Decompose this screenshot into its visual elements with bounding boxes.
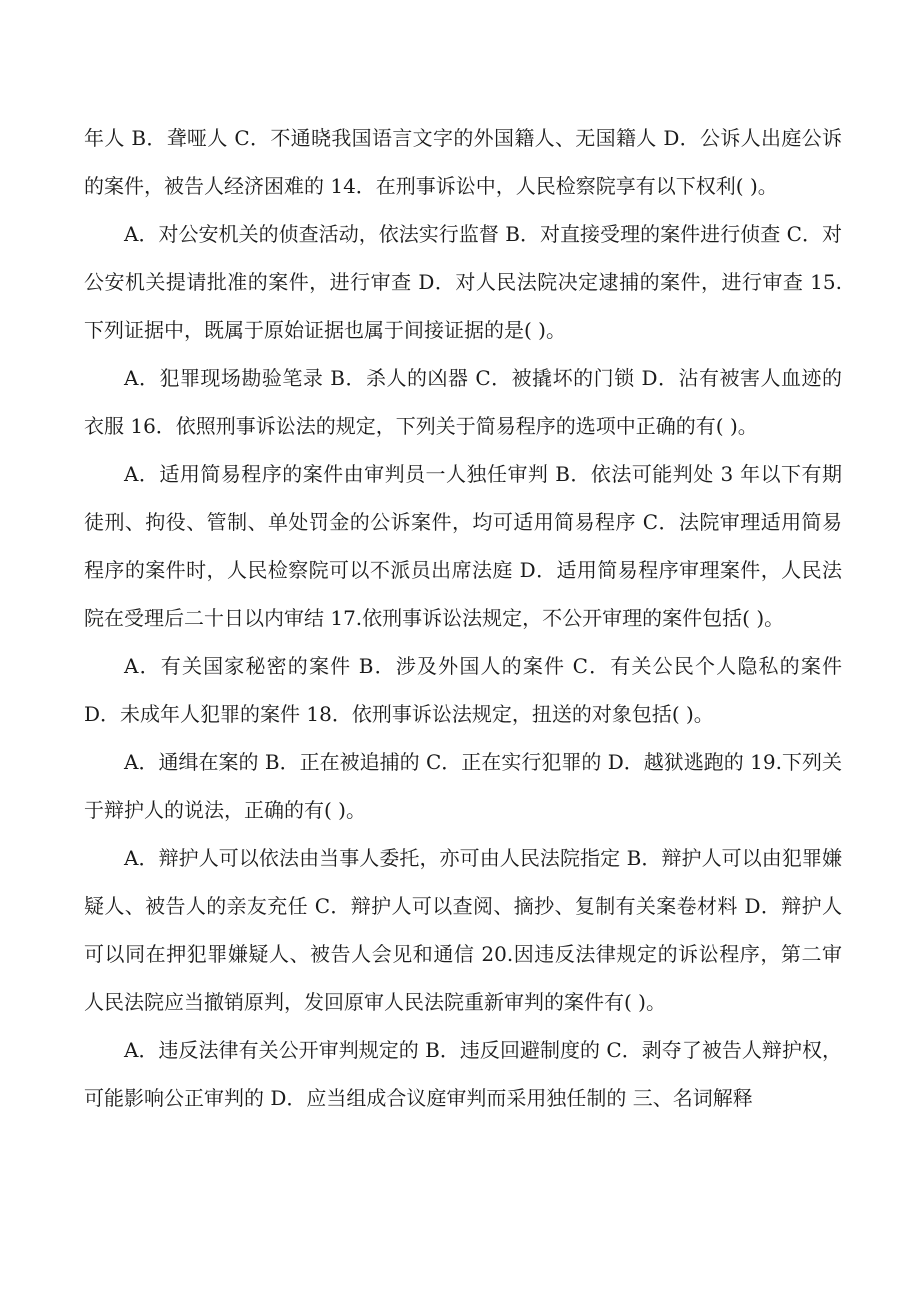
- paragraph-question-19-options: A．辩护人可以依法由当事人委托，亦可由人民法院指定 B．辩护人可以由犯罪嫌疑人、被告人的亲友充任 C．辩护人可以查阅、摘抄、复制有关案卷材料 D．辩护人可以同在押犯罪嫌疑人、被告人会见和通信 20.因违反法律规定的诉讼程序，第二审人民法院应当撤销原判，发回原审人民法院重新审判的案件有( )。: [84, 846, 842, 1014]
- paragraph-question-16-options: A．适用简易程序的案件由审判员一人独任审判 B．依法可能判处 3 年以下有期徒刑、拘役、管制、单处罚金的公诉案件，均可适用简易程序 C．法院审理适用简易程序的案件时，人民检察院可以不派员出席法庭 D．适用简易程序审理案件，人民法院在受理后二十日以内审结 17.依刑事诉讼法规定，不公开审理的案件包括( )。: [84, 462, 842, 630]
- paragraph-question-18-options: A．通缉在案的 B．正在被追捕的 C．正在实行犯罪的 D．越狱逃跑的 19.下列关于辩护人的说法，正确的有( )。: [84, 750, 842, 822]
- paragraph-question-20-options: A．违反法律有关公开审判规定的 B．违反回避制度的 C．剥夺了被告人辩护权，可能影响公正审判的 D．应当组成合议庭审判而采用独任制的 三、名词解释: [84, 1038, 842, 1110]
- paragraph-question-15-options: A．犯罪现场勘验笔录 B．杀人的凶器 C．被撬坏的门锁 D．沾有被害人血迹的衣服 16．依照刑事诉讼法的规定，下列关于简易程序的选项中正确的有( )。: [84, 366, 842, 438]
- paragraph-question-14-options: A．对公安机关的侦查活动，依法实行监督 B．对直接受理的案件进行侦查 C．对公安机关提请批准的案件，进行审查 D．对人民法院决定逮捕的案件，进行审查 15.下列证据中，既属于原始证据也属于间接证据的是( )。: [84, 222, 842, 342]
- document-body: [84, 114, 842, 1122]
- paragraph-continuation: 年人 B．聋哑人 C．不通晓我国语言文字的外国籍人、无国籍人 D．公诉人出庭公诉的案件，被告人经济困难的 14．在刑事诉讼中，人民检察院享有以下权利( )。: [84, 126, 842, 198]
- paragraph-question-17-options: A．有关国家秘密的案件 B．涉及外国人的案件 C．有关公民个人隐私的案件 D．未成年人犯罪的案件 18．依刑事诉讼法规定，扭送的对象包括( )。: [84, 654, 842, 726]
